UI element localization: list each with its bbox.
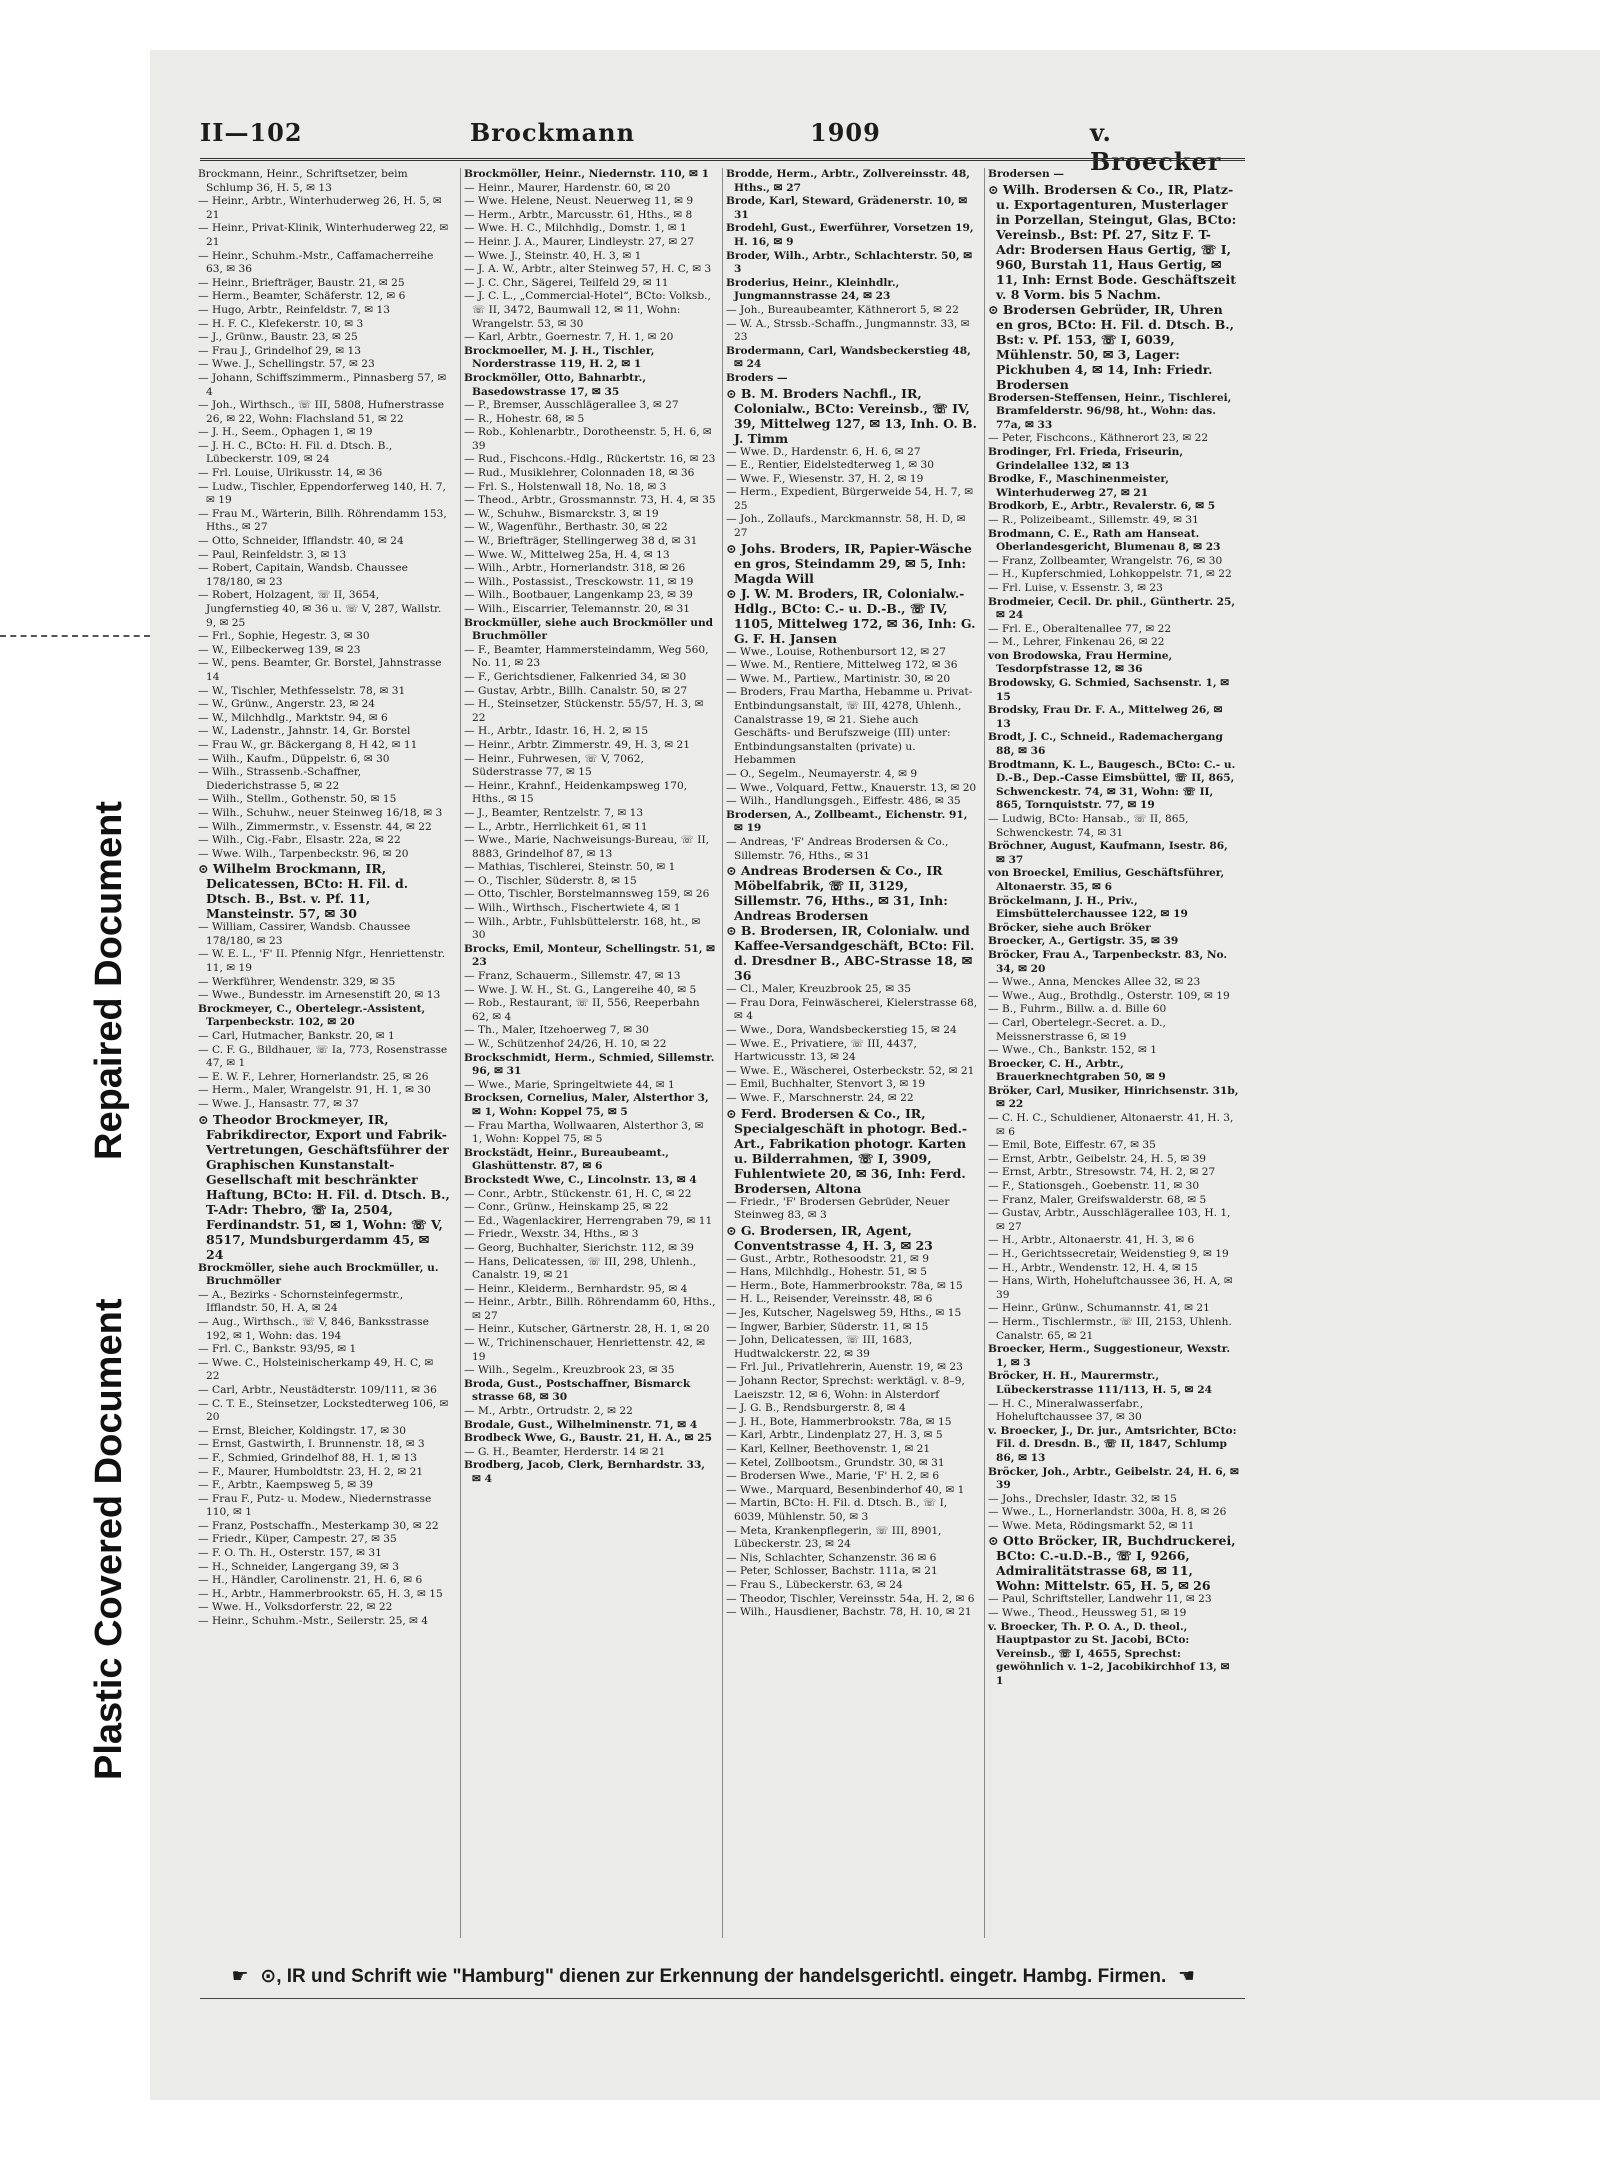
directory-entry: — Wilh., Arbtr., Fuhlsbüttelerstr. 168, ht., ✉ 30: [464, 915, 701, 942]
directory-entry: — Wwe. J., Hansastr. 77, ✉ 37: [198, 1098, 359, 1110]
directory-entry: — Wilh., Strassenb.-Schaffner, Diederichstrasse 5, ✉ 22: [198, 766, 362, 792]
directory-entry: — W., Eilbeckerweg 139, ✉ 23: [198, 643, 361, 656]
directory-entry: — L., Arbtr., Herrlichkeit 61, ✉ 11: [464, 820, 648, 833]
directory-entry: — Ludwig, BCto: Hansab., ☏ II, 865, Schwenckestr. 74, ✉ 31: [988, 813, 1189, 839]
directory-entry: — Frau F., Putz- u. Modew., Niedernstrasse 110, ✉ 1: [198, 1492, 432, 1519]
directory-entry: — Franz, Zollbeamter, Wrangelstr. 76, ✉ 30: [988, 554, 1223, 567]
directory-entry: — Heinr., Kutscher, Gärtnerstr. 28, H. 1, ✉ 20: [464, 1323, 710, 1336]
firm-entry: ⊙ Brodersen Gebrüder, IR, Uhren en gros, BCto: H. Fil. d. Dtsch. B., Bst: v. Pf. 153, ☏ I, 6039, Mühlenstr. 50, ✉ 3, Lager: Pickhuben 4, ✉ 14, Inh: Friedr. Brodersen: [988, 301, 1234, 392]
directory-entry: — H., Gerichtssecretair, Weidenstieg 9, ✉ 19: [988, 1248, 1229, 1260]
directory-entry: — H., Schneider, Langergang 39, ✉ 3: [198, 1560, 400, 1573]
directory-entry: Brockmöller, siehe auch Brockmüller, u. Bruchmöller: [198, 1261, 439, 1288]
directory-entry: Bröcker, siehe auch Bröker: [988, 921, 1151, 934]
directory-entry: — Rud., Fischcons.-Hdlg., Rückertstr. 16, ✉ 23: [464, 453, 716, 466]
directory-entry: Brodt, J. C., Schneid., Rademachergang 88, ✉ 36: [988, 731, 1223, 758]
directory-entry: — Ludw., Tischler, Eppendorferweg 140, H. 7, ✉ 19: [198, 480, 446, 507]
directory-entry: — Hans, Wirth, Hoheluftchaussee 36, H. A, ✉ 39: [988, 1275, 1233, 1301]
directory-entry: — Th., Maler, Itzehoerweg 7, ✉ 30: [464, 1024, 649, 1037]
directory-entry: — Frl. E., Oberaltenallee 77, ✉ 22: [988, 622, 1172, 635]
header-year: 1909: [810, 118, 881, 147]
directory-entry: — W., Tischler, Methfesselstr. 78, ✉ 31: [198, 684, 406, 697]
directory-entry: — H., Steinsetzer, Stückenstr. 55/57, H. 3, ✉ 22: [464, 698, 704, 724]
directory-entry: — H. L., Reisender, Vereinsstr. 48, ✉ 6: [726, 1293, 933, 1306]
directory-entry: Broders —: [726, 371, 788, 384]
directory-entry: v. Broecker, J., Dr. jur., Amtsrichter, BCto: Fil. d. Dresdn. B., ☏ II, 1847, Schlump 86, ✉ 13: [988, 1424, 1237, 1464]
directory-entry: — Wilh., Cig.-Fabr., Elsastr. 22a, ✉ 22: [198, 834, 401, 847]
directory-entry: Brodinger, Frl. Frieda, Friseurin, Grindelallee 132, ✉ 13: [988, 445, 1184, 472]
directory-entry: Brodde, Herm., Arbtr., Zollvereinsstr. 48, Hths., ✉ 27: [726, 168, 970, 194]
directory-entry: — Emil, Buchhalter, Stenvort 3, ✉ 19: [726, 1078, 926, 1091]
directory-entry: von Broeckel, Emilius, Geschäftsführer, Altonaerstr. 35, ✉ 6: [988, 867, 1225, 893]
directory-entry: — Wwe., Marie, Springeltwiete 44, ✉ 1: [464, 1078, 675, 1091]
directory-entry: — Otto, Schneider, Ifflandstr. 40, ✉ 24: [198, 535, 404, 548]
directory-entry: — Johann, Schiffszimmerm., Pinnasberg 57, ✉ 4: [198, 371, 447, 398]
directory-entry: — Friedr., Wexstr. 34, Hths., ✉ 3: [464, 1228, 639, 1241]
directory-entry: — Wwe., Theod., Heussweg 51, ✉ 19: [988, 1607, 1187, 1620]
directory-entry: — Hugo, Arbtr., Reinfeldstr. 7, ✉ 13: [198, 303, 391, 316]
repaired-document-label: Repaired Document: [88, 801, 130, 1160]
directory-entry: — Joh., Bureaubeamter, Käthnerort 5, ✉ 22: [726, 303, 959, 316]
directory-entry: Bröcker, H. H., Maurermstr., Lübeckerstrasse 111/113, H. 5, ✉ 24: [988, 1370, 1212, 1396]
directory-entry: — Meta, Krankenpflegerin, ☏ III, 8901, Lübeckerstr. 23, ✉ 24: [726, 1524, 942, 1551]
directory-entry: Bröcker, Joh., Arbtr., Geibelstr. 24, H. 6, ✉ 39: [988, 1465, 1239, 1492]
directory-entry: — Carl, Obertelegr.-Secret. a. D., Meissnerstrasse 6, ✉ 19: [988, 1016, 1166, 1043]
directory-entry: v. Broecker, Th. P. O. A., D. theol., Hauptpastor zu St. Jacobi, BCto: Vereinsb., ☏ I, 4655, Sprechst: gewöhnlich v. 1–2, Jacobikirchhof 13, ✉ 1: [988, 1620, 1230, 1688]
directory-entry: — Karl, Arbtr., Goernestr. 7, H. 1, ✉ 20: [464, 331, 674, 344]
directory-entry: — Rob., Restaurant, ☏ II, 556, Reeperbahn 62, ✉ 4: [464, 997, 700, 1023]
directory-entry: — Heinr., Arbtr. Zimmerstr. 49, H. 3, ✉ 21: [464, 738, 690, 751]
directory-entry: — Emil, Bote, Eiffestr. 67, ✉ 35: [988, 1139, 1156, 1152]
firm-entry: ⊙ Wilh. Brodersen & Co., IR, Platz- u. Exportagenturen, Musterlager in Porzellan, Steingut, Glas, BCto: Vereinsb., Bst: Pf. 27, Sitz F. T-Adr: Brodersen Haus Gertig, ☏ I, 960, Burstah 11, Haus Gertig, ✉ 11, Inh: Ernst Bode. Geschäftszeit v. 8 Vorm. bis 5 Nachm.: [988, 181, 1237, 302]
directory-entry: — M., Lehrer, Finkenau 26, ✉ 22: [988, 636, 1165, 649]
directory-entry: Brockmöller, Heinr., Niedernstr. 110, ✉ 1: [464, 168, 709, 180]
directory-entry: — W., Briefträger, Stellingerweg 38 d, ✉ 31: [464, 535, 698, 548]
directory-entry: Broderius, Heinr., Kleinhdlr., Jungmannstrasse 24, ✉ 23: [726, 276, 900, 303]
directory-entry: — Joh., Zollaufs., Marckmannstr. 58, H. D, ✉ 27: [726, 513, 966, 540]
directory-entry: — H., Händler, Carolinenstr. 21, H. 6, ✉ 6: [198, 1574, 423, 1587]
directory-entry: — Herm., Arbtr., Marcusstr. 61, Hths., ✉ 8: [464, 208, 693, 221]
directory-entry: — Wilh., Segelm., Kreuzbrook 23, ✉ 35: [464, 1364, 675, 1377]
directory-entry: — W. E. L., 'F' II. Pfennig Nfgr., Henriettenstr. 11, ✉ 19: [198, 948, 446, 975]
directory-entry: — Georg, Buchhalter, Sierichstr. 112, ✉ 39: [464, 1241, 694, 1254]
header-left-word: Brockmann: [470, 118, 636, 147]
directory-entry: — H., Arbtr., Idastr. 16, H. 2, ✉ 15: [464, 725, 649, 738]
directory-entry: — Herm., Expedient, Bürgerweide 54, H. 7, ✉ 25: [726, 486, 974, 512]
directory-entry: — Ed., Wagenlackirer, Herrengraben 79, ✉ 11: [464, 1214, 713, 1227]
directory-entry: — Wilh., Arbtr., Hornerlandstr. 318, ✉ 26: [464, 562, 686, 575]
directory-entry: — Ketel, Zollbootsm., Grundstr. 30, ✉ 31: [726, 1456, 945, 1469]
footer-rule: [200, 1998, 1245, 1999]
firm-entry: ⊙ Wilhelm Brockmann, IR, Delicatessen, BCto: H. Fil. d. Dtsch. B., Bst. v. Pf. 11, Mansteinstr. 57, ✉ 30: [198, 861, 409, 922]
directory-entry: — O., Tischler, Süderstr. 8, ✉ 15: [464, 874, 637, 887]
directory-entry: — Wwe. H., Volksdorferstr. 22, ✉ 22: [198, 1601, 393, 1614]
directory-entry: — F., Arbtr., Kaempsweg 5, ✉ 39: [198, 1479, 373, 1492]
directory-entry: — Wwe. J. W. H., St. G., Langereihe 40, ✉ 5: [464, 983, 697, 996]
directory-entry: — Wwe. Wilh., Tarpenbeckstr. 96, ✉ 20: [198, 847, 409, 860]
directory-entry: — M., Arbtr., Ortrudstr. 2, ✉ 22: [464, 1405, 633, 1418]
directory-entry: — J. H., Seem., Ophagen 1, ✉ 19: [198, 426, 373, 439]
directory-entry: — Heinr., Maurer, Hardenstr. 60, ✉ 20: [464, 181, 671, 194]
directory-entry: Brodberg, Jacob, Clerk, Bernhardstr. 33, ✉ 4: [464, 1459, 705, 1485]
directory-entry: — Wwe., Bundesstr. im Arnesenstift 20, ✉ 13: [198, 989, 441, 1002]
directory-entry: — Ernst, Arbtr., Geibelstr. 24, H. 5, ✉ 39: [988, 1152, 1207, 1165]
directory-entry: — Wilh., Bootbauer, Langenkamp 23, ✉ 39: [464, 589, 693, 602]
directory-entry: — F., Maurer, Humboldtstr. 23, H. 2, ✉ 21: [198, 1465, 424, 1478]
plastic-covered-label: Plastic Covered Document: [88, 1298, 130, 1780]
directory-entry: Bröker, Carl, Musiker, Hinrichsenstr. 31b, ✉ 22: [988, 1084, 1239, 1111]
directory-entry: — Joh., Wirthsch., ☏ III, 5808, Hufnerstrasse 26, ✉ 22, Wohn: Flachsland 51, ✉ 22: [198, 399, 444, 425]
directory-entry: — Wwe. C., Holsteinischerkamp 49, H. C, ✉ 22: [198, 1356, 434, 1383]
directory-entry: — Jes, Kutscher, Nagelsweg 59, Hths., ✉ 15: [726, 1307, 962, 1320]
directory-entry: — F., Beamter, Hammersteindamm, Weg 560, No. 11, ✉ 23: [464, 643, 709, 670]
directory-entry: Brodersen —: [988, 168, 1065, 180]
directory-entry: — B., Fuhrm., Billw. a. d. Bille 60: [988, 1003, 1167, 1016]
directory-entry: — Franz, Postschaffn., Mesterkamp 30, ✉ 22: [198, 1519, 439, 1532]
directory-entry: — F., Stationsgeh., Goebenstr. 11, ✉ 30: [988, 1180, 1200, 1193]
directory-entry: — Rud., Musiklehrer, Colonnaden 18, ✉ 36: [464, 467, 695, 480]
directory-entry: Brodkorb, E., Arbtr., Revalerstr. 6, ✉ 5: [988, 500, 1216, 513]
directory-entry: — Wwe., Marquard, Besenbinderhof 40, ✉ 1: [726, 1483, 965, 1496]
directory-entry: Brockstädt, Heinr., Bureaubeamt., Glashüttenstr. 87, ✉ 6: [464, 1146, 669, 1173]
directory-entry: — H., Arbtr., Wendenstr. 12, H. 4, ✉ 15: [988, 1261, 1198, 1274]
directory-entry: — Wilh., Kaufm., Düppelstr. 6, ✉ 30: [198, 752, 390, 765]
directory-entry: — E., Rentier, Eidelstedterweg 1, ✉ 30: [726, 459, 934, 472]
directory-entry: Brodke, F., Maschinenmeister, Winterhuderweg 27, ✉ 21: [988, 473, 1169, 499]
directory-entry: — Broders, Frau Martha, Hebamme u. Privat-Entbindungsanstalt, ☏ III, 4278, Uhlenh., Canalstrasse 19, ✉ 21. Siehe auch Geschäfts- und Berufszweige (III) unter: Entbindungsanstalten (private) u. Hebammen: [726, 686, 973, 767]
directory-entry: Brode, Karl, Steward, Grädenerstr. 10, ✉ 31: [726, 195, 968, 221]
directory-entry: — Wilh., Zimmermstr., v. Essenstr. 44, ✉ 22: [198, 820, 432, 833]
pointing-hand-icon: ☛: [231, 1966, 249, 1987]
directory-entry: — H. F. C., Klefekerstr. 10, ✉ 3: [198, 317, 364, 330]
column-1: [198, 168, 450, 1938]
directory-entry: — F., Gerichtsdiener, Falkenried 34, ✉ 30: [464, 670, 687, 683]
directory-entry: — F. O. Th. H., Osterstr. 157, ✉ 31: [198, 1547, 382, 1560]
directory-entry: — J., Grünw., Baustr. 23, ✉ 25: [198, 331, 358, 344]
directory-entry: — Wilh., Eiscarrier, Telemannstr. 20, ✉ 31: [464, 603, 691, 615]
directory-entry: — Nis, Schlachter, Schanzenstr. 36 ✉ 6: [726, 1551, 937, 1564]
pointing-hand-icon: ☚: [1177, 1966, 1196, 1987]
directory-entry: — Gustav, Arbtr., Ausschlägerallee 103, H. 1, ✉ 27: [988, 1207, 1231, 1233]
directory-entry: Brockmoeller, M. J. H., Tischler, Norderstrasse 119, H. 2, ✉ 1: [464, 344, 655, 371]
directory-entry: — H., Kupferschmied, Lohkoppelstr. 71, ✉ 22: [988, 568, 1232, 581]
directory-entry: Brockmüller, siehe auch Brockmöller und Bruchmöller: [464, 616, 714, 643]
directory-entry: — Wwe. E., Wäscherei, Osterbeckstr. 52, ✉ 21: [726, 1064, 975, 1077]
directory-entry: — J., Beamter, Rentzelstr. 7, ✉ 13: [464, 806, 644, 819]
column-3: [722, 168, 978, 1938]
firm-entry: ⊙ G. Brodersen, IR, Agent, Conventstrasse 4, H. 3, ✉ 23: [726, 1222, 933, 1253]
directory-entry: — W., Wagenführ., Berthastr. 30, ✉ 22: [464, 521, 668, 534]
directory-entry: — W., Schuhw., Bismarckstr. 3, ✉ 19: [464, 507, 659, 520]
directory-entry: — Frl. Louise, Ulrikusstr. 14, ✉ 36: [198, 467, 383, 480]
directory-entry: — Heinr., Schuhm.-Mstr., Seilerstr. 25, ✉ 4: [198, 1615, 429, 1628]
directory-entry: — Peter, Schlosser, Bachstr. 111a, ✉ 21: [726, 1565, 938, 1578]
directory-entry: — J. A. W., Arbtr., alter Steinweg 57, H. C, ✉ 3: [464, 263, 712, 276]
directory-entry: — W., Ladenstr., Jahnstr. 14, Gr. Borstel: [198, 725, 411, 738]
directory-entry: — W., pens. Beamter, Gr. Borstel, Jahnstrasse 14: [198, 657, 442, 683]
directory-entry: — Wwe. W., Mittelweg 25a, H. 4, ✉ 13: [464, 548, 670, 561]
directory-entry: — Hans, Delicatessen, ☏ III, 298, Uhlenh., Canalstr. 19, ✉ 21: [464, 1255, 697, 1282]
directory-entry: — J. H. C., BCto: H. Fil. d. Dtsch. B., Lübeckerstr. 109, ✉ 24: [198, 439, 393, 466]
directory-entry: — Franz, Schauerm., Sillemstr. 47, ✉ 13: [464, 970, 681, 983]
directory-entry: Brodmeier, Cecil. Dr. phil., Günthertr. 25, ✉ 24: [988, 595, 1236, 622]
directory-entry: — Wwe. F., Wiesenstr. 37, H. 2, ✉ 19: [726, 472, 924, 485]
directory-entry: — Wwe. E., Privatiere, ☏ III, 4437, Hartwicusstr. 13, ✉ 24: [726, 1037, 917, 1064]
directory-entry: — C. T. E., Steinsetzer, Lockstedterweg 106, ✉ 20: [198, 1397, 449, 1424]
directory-entry: — Frl. C., Bankstr. 93/95, ✉ 1: [198, 1343, 357, 1356]
directory-entry: Brodbeck Wwe, G., Baustr. 21, H. A., ✉ 25: [464, 1432, 712, 1445]
directory-entry: — Herm., Tischlermstr., ☏ III, 2153, Uhlenh. Canalstr. 65, ✉ 21: [988, 1315, 1232, 1342]
directory-entry: Brockschmidt, Herm., Schmied, Sillemstr. 96, ✉ 31: [464, 1051, 715, 1078]
directory-entry: — Heinr., Arbtr., Billh. Röhrendamm 60, Hths., ✉ 27: [464, 1296, 716, 1322]
directory-entry: — H., Arbtr., Altonaerstr. 41, H. 3, ✉ 6: [988, 1234, 1195, 1247]
directory-entry: — O., Segelm., Neumayerstr. 4, ✉ 9: [726, 768, 918, 780]
directory-entry: — J. G. B., Rendsburgerstr. 8, ✉ 4: [726, 1402, 906, 1415]
directory-entry: — Herm., Beamter, Schäferstr. 12, ✉ 6: [198, 290, 406, 303]
directory-entry: — Aug., Wirthsch., ☏ V, 846, Banksstrasse 192, ✉ 1, Wohn: das. 194: [198, 1315, 429, 1342]
directory-entry: — Rob., Kohlenarbtr., Dorotheenstr. 5, H. 6, ✉ 39: [464, 426, 712, 452]
directory-entry: — Wwe., Ch., Bankstr. 152, ✉ 1: [988, 1044, 1157, 1057]
directory-entry: — Andreas, 'F' Andreas Brodersen & Co., Sillemstr. 76, Hths., ✉ 31: [726, 835, 949, 862]
directory-entry: von Brodowska, Frau Hermine, Tesdorpfstrasse 12, ✉ 36: [988, 649, 1173, 676]
directory-entry: — Wwe. Helene, Neust. Neuerweg 11, ✉ 9: [464, 195, 694, 208]
directory-entry: — Heinr., Kleiderm., Bernhardstr. 95, ✉ 4: [464, 1282, 688, 1295]
directory-entry: — W., Schützenhof 24/26, H. 10, ✉ 22: [464, 1038, 667, 1050]
directory-entry: — Robert, Capitain, Wandsb. Chaussee 178/180, ✉ 23: [198, 562, 408, 588]
directory-entry: — Wwe., Anna, Menckes Allee 32, ✉ 23: [988, 976, 1201, 989]
directory-entry: — Wilh., Postassist., Tresckowstr. 11, ✉ 19: [464, 575, 694, 588]
directory-entry: Brodersen-Steffensen, Heinr., Tischlerei, Bramfelderstr. 96/98, ht., Wohn: das. 77a, ✉ 33: [988, 391, 1232, 431]
directory-entry: — Wwe., Dora, Wandsbeckerstieg 15, ✉ 24: [726, 1023, 957, 1036]
directory-entry: — Wilh., Stellm., Gothenstr. 50, ✉ 15: [198, 793, 397, 806]
directory-entry: — William, Cassirer, Wandsb. Chaussee 178/180, ✉ 23: [198, 921, 411, 947]
directory-entry: — Cl., Maler, Kreuzbrook 25, ✉ 35: [726, 983, 911, 996]
column-4: [984, 168, 1240, 1938]
directory-entry: — Theodor, Tischler, Vereinsstr. 54a, H. 2, ✉ 6: [726, 1592, 975, 1605]
directory-entry: Brodowsky, G. Schmied, Sachsenstr. 1, ✉ 15: [988, 677, 1230, 703]
directory-entry: — Martin, BCto: H. Fil. d. Dtsch. B., ☏ I, 6039, Mühlenstr. 50, ✉ 3: [726, 1497, 948, 1523]
directory-entry: Brocks, Emil, Monteur, Schellingstr. 51, ✉ 23: [464, 942, 716, 969]
directory-entry: — Hans, Milchhdlg., Hohestr. 51, ✉ 5: [726, 1266, 928, 1279]
directory-entry: Brodale, Gust., Wilhelminenstr. 71, ✉ 4: [464, 1418, 698, 1431]
header-right-word: v. Broecker: [1090, 118, 1222, 176]
directory-entry: — Herm., Bote, Hammerbrookstr. 78a, ✉ 15: [726, 1279, 963, 1292]
firm-entry: ⊙ Johs. Broders, IR, Papier-Wäsche en gros, Steindamm 29, ✉ 5, Inh: Magda Will: [726, 540, 972, 586]
directory-entry: — W., Grünw., Angerstr. 23, ✉ 24: [198, 698, 376, 711]
directory-entry: Brodermann, Carl, Wandsbeckerstieg 48, ✉ 24: [726, 344, 971, 371]
cut-line: [0, 635, 150, 637]
directory-entry: — Heinr., Privat-Klinik, Winterhuderweg 22, ✉ 21: [198, 222, 449, 248]
directory-entry: — Ingwer, Barbier, Süderstr. 11, ✉ 15: [726, 1320, 929, 1333]
footer-note: ⊙, IR und Schrift wie "Hamburg" dienen zur Erkennung der handelsgerichtl. eingetr. Hambg. Firmen.: [260, 1966, 1167, 1987]
directory-entry: Brockmeyer, C., Obertelegr.-Assistent, Tarpenbeckstr. 102, ✉ 20: [198, 1002, 426, 1029]
firm-entry: ⊙ Theodor Brockmeyer, IR, Fabrikdirector, Export und Fabrik-Vertretungen, Geschäftsführer der Graphischen Kunstanstalt-Gesellschaft mit beschränkter Haftung, BCto: H. Fil. d. Dtsch. B., T-Adr: Thebro, ☏ Ia, 2504, Ferdinandstr. 51, ✉ 1, Wohn: ☏ V, 8517, Mundsburgerdamm 45, ✉ 24: [198, 1111, 450, 1262]
directory-entry: — Gust., Arbtr., Rothesoodstr. 21, ✉ 9: [726, 1252, 930, 1265]
directory-entry: — W., Milchhdlg., Marktstr. 94, ✉ 6: [198, 711, 388, 724]
directory-entry: — Conr., Grünw., Heinskamp 25, ✉ 22: [464, 1201, 669, 1214]
page-footer: [225, 1965, 1225, 1995]
directory-entry: — Heinr., Fuhrwesen, ☏ V, 7062, Süderstrasse 77, ✉ 15: [464, 752, 644, 779]
directory-entry: — Theod., Arbtr., Grossmannstr. 73, H. 4, ✉ 35: [464, 494, 716, 507]
directory-entry: — Heinr., Briefträger, Baustr. 21, ✉ 25: [198, 276, 405, 289]
firm-entry: ⊙ Ferd. Brodersen & Co., IR, Specialgeschäft in photogr. Bed.-Art., Fabrikation photogr. Karten u. Bilderrahmen, ☏ I, 3909, Fuhlentwiete 20, ✉ 36, Inh: Ferd. Brodersen, Altona: [726, 1105, 968, 1196]
directory-entry: — Heinr., Grünw., Schumannstr. 41, ✉ 21: [988, 1302, 1210, 1315]
directory-entry: Bröchner, August, Kaufmann, Isestr. 86, ✉ 37: [988, 840, 1228, 866]
directory-entry: Bröcker, Frau A., Tarpenbeckstr. 83, No. 34, ✉ 20: [988, 948, 1228, 975]
directory-entry: — Heinr., Schuhm.-Mstr., Caffamacherreihe 63, ✉ 36: [198, 249, 434, 276]
directory-entry: — Ernst, Gastwirth, I. Brunnenstr. 18, ✉ 3: [198, 1438, 425, 1451]
directory-entry: — J. C. L., „Commercial-Hotel“, BCto: Volksb., ☏ II, 3472, Baumwall 12, ✉ 11, Wohn: Wrangelstr. 53, ✉ 30: [464, 290, 711, 330]
directory-entry: — Paul, Reinfeldstr. 3, ✉ 13: [198, 548, 347, 561]
directory-entry: — A., Bezirks - Schornsteinfegermstr., Ifflandstr. 50, H. A, ✉ 24: [198, 1288, 404, 1315]
directory-entry: — Frau J., Grindelhof 29, ✉ 13: [198, 344, 362, 357]
directory-entry: — Friedr., Küper, Campestr. 27, ✉ 35: [198, 1533, 397, 1546]
directory-entry: — F., Schmied, Grindelhof 88, H. 1, ✉ 13: [198, 1451, 418, 1464]
directory-entry: Broecker, A., Gertigstr. 35, ✉ 39: [988, 935, 1179, 948]
directory-entry: Brodersen, A., Zollbeamt., Eichenstr. 91, ✉ 19: [726, 808, 968, 835]
directory-entry: — Wwe. D., Hardenstr. 6, H. 6, ✉ 27: [726, 445, 921, 458]
directory-entry: — Wwe. Meta, Rödingsmarkt 52, ✉ 11: [988, 1519, 1195, 1532]
directory-entry: — John, Delicatessen, ☏ III, 1683, Hudtwalckerstr. 22, ✉ 39: [726, 1334, 913, 1360]
directory-entry: Brodsky, Frau Dr. F. A., Mittelweg 26, ✉ 13: [988, 704, 1223, 730]
firm-entry: ⊙ Andreas Brodersen & Co., IR Möbelfabrik, ☏ II, 3129, Sillemstr. 76, Hths., ✉ 31, Inh: Andreas Brodersen: [726, 863, 948, 924]
directory-entry: — Frl., Sophie, Hegestr. 3, ✉ 30: [198, 630, 370, 643]
directory-entry: — Heinr. J. A., Maurer, Lindleystr. 27, ✉ 27: [464, 235, 695, 248]
directory-entry: — Mathias, Tischlerei, Steinstr. 50, ✉ 1: [464, 861, 676, 874]
side-labels: [20, 640, 160, 1780]
firm-entry: ⊙ Otto Bröcker, IR, Buchdruckerei, BCto: C.-u.D.-B., ☏ I, 9266, Admiralitätstrasse 68, ✉ 11, Wohn: Mittelstr. 65, H. 5, ✉ 26: [988, 1533, 1236, 1594]
directory-entry: — Ernst, Bleicher, Koldingstr. 17, ✉ 30: [198, 1424, 406, 1437]
directory-entry: — H., Arbtr., Hammerbrookstr. 65, H. 3, ✉ 15: [198, 1587, 443, 1600]
directory-entry: — Wwe. F., Marschnerstr. 24, ✉ 22: [726, 1091, 914, 1104]
directory-entry: — Carl, Arbtr., Neustädterstr. 109/111, ✉ 36: [198, 1383, 437, 1396]
directory-entry: — J. C. Chr., Sägerei, Teilfeld 29, ✉ 11: [464, 276, 669, 289]
directory-entry: — Conr., Arbtr., Stückenstr. 61, H. C, ✉ 22: [464, 1187, 692, 1200]
directory-entry: — Wwe., Louise, Rothenbursort 12, ✉ 27: [726, 645, 946, 658]
directory-entry: Brockmöller, Otto, Bahnarbtr., Basedowstrasse 17, ✉ 35: [464, 371, 647, 398]
directory-entry: — Wilh., Handlungsgeh., Eiffestr. 486, ✉ 35: [726, 795, 961, 808]
firm-entry: ⊙ B. Brodersen, IR, Colonialw. und Kaffee-Versandgeschäft, BCto: Fil. d. Dresdner B., ABC-Strasse 18, ✉ 36: [726, 923, 975, 984]
directory-entry: — Frau W., gr. Bäckergang 8, H 42, ✉ 11: [198, 738, 418, 751]
directory-entry: — Johann Rector, Sprechst: werktägl. v. 8–9, Laeiszstr. 12, ✉ 6, Wohn: in Alsterdorf: [726, 1375, 965, 1401]
directory-entry: — Wwe. M., Partiew., Martinistr. 30, ✉ 20: [726, 672, 951, 685]
directory-entry: — Otto, Tischler, Borstelmannsweg 159, ✉ 26: [464, 888, 710, 901]
directory-entry: Broecker, Herm., Suggestioneur, Wexstr. 1, ✉ 3: [988, 1343, 1231, 1369]
directory-entry: — Ernst, Arbtr., Stresowstr. 74, H. 2, ✉ 27: [988, 1166, 1216, 1179]
directory-entry: — Frau M., Wärterin, Billh. Röhrendamm 153, Hths., ✉ 27: [198, 507, 447, 534]
directory-entry: — Karl, Arbtr., Lindenplatz 27, H. 3, ✉ 5: [726, 1429, 943, 1442]
directory-entry: — C. F. G., Bildhauer, ☏ Ia, 773, Rosenstrasse 47, ✉ 1: [198, 1043, 448, 1070]
header-rule: [200, 158, 1245, 161]
directory-entry: — Franz, Maler, Greifswalderstr. 68, ✉ 5: [988, 1193, 1207, 1206]
directory-entry: — Wwe. H. C., Milchhdlg., Domstr. 1, ✉ 1: [464, 222, 687, 235]
directory-entry: — Heinr., Arbtr., Winterhuderweg 26, H. 5, ✉ 21: [198, 195, 442, 221]
directory-entry: — Frl. S., Holstenwall 18, No. 18, ✉ 3: [464, 480, 667, 493]
directory-entry: Brocksen, Cornelius, Maler, Alsterthor 3, ✉ 1, Wohn: Koppel 75, ✉ 5: [464, 1092, 709, 1118]
directory-entry: — R., Polizeibeamt., Sillemstr. 49, ✉ 31: [988, 513, 1199, 526]
directory-entry: Broda, Gust., Postschaffner, Bismarck strasse 68, ✉ 30: [464, 1377, 691, 1404]
directory-entry: — G. H., Beamter, Herderstr. 14 ✉ 21: [464, 1445, 666, 1458]
directory-entry: — Wwe., Aug., Brothdlg., Osterstr. 109, ✉ 19: [988, 989, 1230, 1002]
directory-entry: Brockstedt Wwe, C., Lincolnstr. 13, ✉ 4: [464, 1173, 697, 1186]
directory-entry: — C. H. C., Schuldiener, Altonaerstr. 41, H. 3, ✉ 6: [988, 1112, 1234, 1138]
firm-entry: ⊙ J. W. M. Broders, IR, Colonialw.-Hdlg., BCto: C.- u. D.-B., ☏ IV, 1105, Mittelweg 172, ✉ 36, Inh: G. G. F. H. Jansen: [726, 585, 976, 646]
directory-entry: — Heinr., Krahnf., Heidenkampsweg 170, Hths., ✉ 15: [464, 779, 688, 806]
directory-entry: Broecker, C. H., Arbtr., Brauerknechtgraben 50, ✉ 9: [988, 1057, 1166, 1084]
directory-entry: — Werkführer, Wendenstr. 329, ✉ 35: [198, 975, 396, 988]
directory-entry: — Johs., Drechsler, Idastr. 32, ✉ 15: [988, 1492, 1177, 1505]
directory-entry: — Wilh., Hausdiener, Bachstr. 78, H. 10, ✉ 21: [726, 1606, 972, 1619]
directory-entry: — Frau Martha, Wollwaaren, Alsterthor 3, ✉ 1, Wohn: Koppel 75, ✉ 5: [464, 1119, 704, 1146]
directory-entry: Brodehl, Gust., Ewerführer, Vorsetzen 19, H. 16, ✉ 9: [726, 222, 974, 248]
directory-entry: — Wwe., Marie, Nachweisungs-Bureau, ☏ II, 8883, Grindelhof 87, ✉ 13: [464, 834, 710, 860]
directory-entry: — E. W. F., Lehrer, Hornerlandstr. 25, ✉ 26: [198, 1070, 429, 1083]
directory-entry: — Karl, Kellner, Beethovenstr. 1, ✉ 21: [726, 1443, 931, 1455]
directory-entry: — Frl. Luise, v. Essenstr. 3, ✉ 23: [988, 581, 1163, 594]
directory-entry: — Gustav, Arbtr., Billh. Canalstr. 50, ✉ 27: [464, 684, 688, 697]
directory-entry: — H. C., Mineralwasserfabr., Hoheluftchaussee 37, ✉ 30: [988, 1397, 1144, 1424]
directory-entry: Brockmann, Heinr., Schriftsetzer, beim Schlump 36, H. 5, ✉ 13: [198, 168, 408, 194]
column-2: [460, 168, 716, 1938]
directory-entry: — Frau Dora, Feinwäscherei, Kielerstrasse 68, ✉ 4: [726, 996, 978, 1023]
directory-entry: — Wilh., Wirthsch., Fischertwiete 4, ✉ 1: [464, 902, 681, 915]
directory-entry: — Paul, Schriftsteller, Landwehr 11, ✉ 23: [988, 1593, 1212, 1606]
firm-entry: ⊙ B. M. Broders Nachfl., IR, Colonialw., BCto: Vereinsb., ☏ IV, 39, Mittelweg 127, ✉ 13, Inh. O. B. J. Timm: [726, 385, 977, 446]
directory-entry: Brodmann, C. E., Rath am Hanseat. Oberlandesgericht, Blumenau 8, ✉ 23: [988, 527, 1221, 554]
directory-entry: Brodtmann, K. L., Baugesch., BCto: C.- u. D.-B., Dep.-Casse Eimsbüttel, ☏ II, 865, Schwenckestr. 74, ✉ 31, Wohn: ☏ II, 865, Tornquiststr. 77, ✉ 19: [988, 758, 1236, 812]
directory-columns: [198, 168, 1248, 1938]
directory-entry: — Robert, Holzagent, ☏ II, 3654, Jungfernstieg 40, ✉ 36 u. ☏ V, 287, Wallstr. 9, ✉ 25: [198, 589, 442, 629]
directory-entry: — Wwe., Volquard, Fettw., Knauerstr. 13, ✉ 20: [726, 781, 977, 794]
directory-entry: — Carl, Hutmacher, Bankstr. 20, ✉ 1: [198, 1030, 395, 1043]
directory-entry: — J. H., Bote, Hammerbrookstr. 78a, ✉ 15: [726, 1415, 952, 1428]
directory-entry: Broder, Wilh., Arbtr., Schlachterstr. 50, ✉ 3: [726, 249, 973, 276]
directory-entry: Bröckelmann, J. H., Priv., Eimsbüttelerchaussee 122, ✉ 19: [988, 894, 1188, 921]
directory-entry: — R., Hohestr. 68, ✉ 5: [464, 412, 585, 425]
directory-entry: — W., Trichinenschauer, Henriettenstr. 42, ✉ 19: [464, 1337, 705, 1363]
directory-entry: — Wwe., L., Hornerlandstr. 300a, H. 8, ✉ 26: [988, 1506, 1227, 1519]
directory-entry: — W. A., Strssb.-Schaffn., Jungmannstr. 33, ✉ 23: [726, 317, 970, 344]
directory-entry: — Frl. Jul., Privatlehrerin, Auenstr. 19, ✉ 23: [726, 1361, 963, 1374]
directory-entry: — Herm., Maler, Wrangelstr. 91, H. 1, ✉ 30: [198, 1084, 431, 1097]
directory-entry: — Brodersen Wwe., Marie, 'F' H. 2, ✉ 6: [726, 1470, 940, 1483]
directory-entry: — Wwe. M., Rentiere, Mittelweg 172, ✉ 36: [726, 659, 958, 672]
directory-entry: — Peter, Fischcons., Käthnerort 23, ✉ 22: [988, 432, 1209, 445]
directory-entry: — Friedr., 'F' Brodersen Gebrüder, Neuer Steinweg 83, ✉ 3: [726, 1195, 950, 1222]
directory-entry: — Wwe. J., Schellingstr. 57, ✉ 23: [198, 358, 375, 371]
directory-entry: — Wilh., Schuhw., neuer Steinweg 16/18, ✉ 3: [198, 806, 443, 819]
page-number: II—102: [200, 118, 303, 147]
directory-entry: — Wwe. J., Steinstr. 40, H. 3, ✉ 1: [464, 249, 642, 262]
directory-entry: — Frau S., Lübeckerstr. 63, ✉ 24: [726, 1578, 903, 1591]
directory-entry: — P., Bremser, Ausschlägerallee 3, ✉ 27: [464, 399, 679, 412]
